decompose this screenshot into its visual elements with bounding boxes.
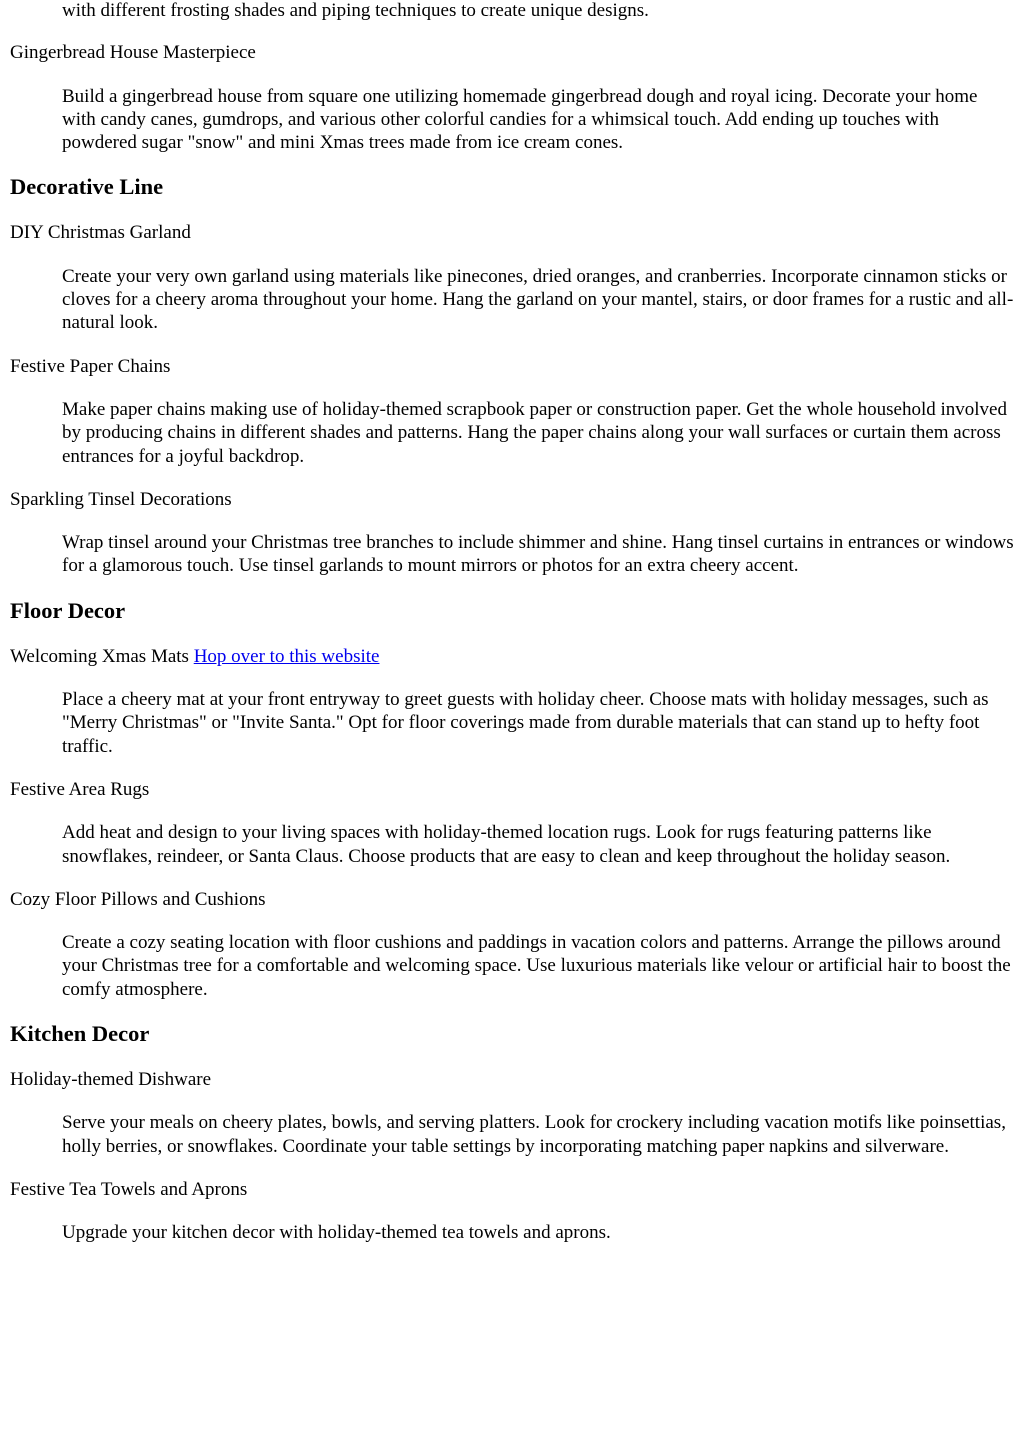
item-desc-paper-chains: Make paper chains making use of holiday-themed scrapbook paper or construction paper. Get the whole household involved by producing chains in different shades and patterns. Hang the paper chains along your wall surfaces or curtain them across entrances for a joyful backdrop. [62, 398, 1007, 467]
item-term-tinsel: Sparkling Tinsel Decorations [10, 488, 232, 510]
item-term-diy-garland: DIY Christmas Garland [10, 222, 191, 244]
section-heading-kitchen-decor: Kitchen Decor [10, 1021, 150, 1047]
item-desc-xmas-mats: Place a cheery mat at your front entryway to greet guests with holiday cheer. Choose mats with holiday messages, such as "Merry Christmas" or "Invite Santa." Opt for floor coverings made from durable materials that can stand up to hefty foot traffic. [62, 689, 989, 757]
item-term-tea-towels: Festive Tea Towels and Aprons [10, 1178, 248, 1200]
item-desc-tea-towels: Upgrade your kitchen decor with holiday-themed tea towels and aprons. [62, 1222, 611, 1244]
item-term-xmas-mats-label: Welcoming Xmas Mats [10, 645, 189, 667]
item-term-paper-chains: Festive Paper Chains [10, 355, 171, 377]
item-desc-floor-pillows: Create a cozy seating location with floor cushions and paddings in vacation colors and patterns. Arrange the pillows around your Christmas tree for a comfortable and welcoming space. Use luxurious materials like velour or artificial hair to boost the comfy atmosphere. [62, 932, 1011, 1000]
item-term-xmas-mats [10, 645, 1014, 668]
item-desc-area-rugs: Add heat and design to your living spaces with holiday-themed location rugs. Look for rugs featuring patterns like snowflakes, reindeer, or Santa Claus. Choose products that are easy to clean and keep throughout the holiday season. [62, 822, 951, 867]
item-desc-diy-garland: Create your very own garland using materials like pinecones, dried oranges, and cranberries. Incorporate cinnamon sticks or cloves for a cheery aroma throughout your home. Hang the garland on your mantel, stairs, or door frames for a rustic and all-natural look. [62, 265, 1014, 334]
item-desc-gingerbread: Build a gingerbread house from square one utilizing homemade gingerbread dough and royal icing. Decorate your home with candy canes, gumdrops, and various other colorful candies for a whimsical touch. Add ending up touches with powdered sugar "snow" and mini Xmas trees made from ice cream cones. [62, 85, 978, 154]
item-term-area-rugs: Festive Area Rugs [10, 778, 150, 800]
section-heading-floor-decor: Floor Decor [10, 597, 126, 623]
item-desc-tinsel: Wrap tinsel around your Christmas tree branches to include shimmer and shine. Hang tinsel curtains in entrances or windows for a glamorous touch. Use tinsel garlands to mount mirrors or photos for an extra cheery accent. [62, 532, 1014, 577]
item-term-dishware: Holiday-themed Dishware [10, 1069, 212, 1091]
item-term-floor-pillows: Cozy Floor Pillows and Cushions [10, 888, 266, 910]
article-body [10, 0, 1014, 1265]
section-heading-decorative-line: Decorative Line [10, 174, 164, 200]
item-desc-dishware: Serve your meals on cheery plates, bowls, and serving platters. Look for crockery including vacation motifs like poinsettias, holly berries, or snowflakes. Coordinate your table settings by incorporating matching paper napkins and silverware. [62, 1112, 1006, 1157]
hop-over-link[interactable]: Hop over to this website [193, 645, 380, 667]
item-term-gingerbread: Gingerbread House Masterpiece [10, 42, 256, 64]
intro-paragraph-tail: with different frosting shades and piping techniques to create unique designs. [62, 0, 649, 21]
